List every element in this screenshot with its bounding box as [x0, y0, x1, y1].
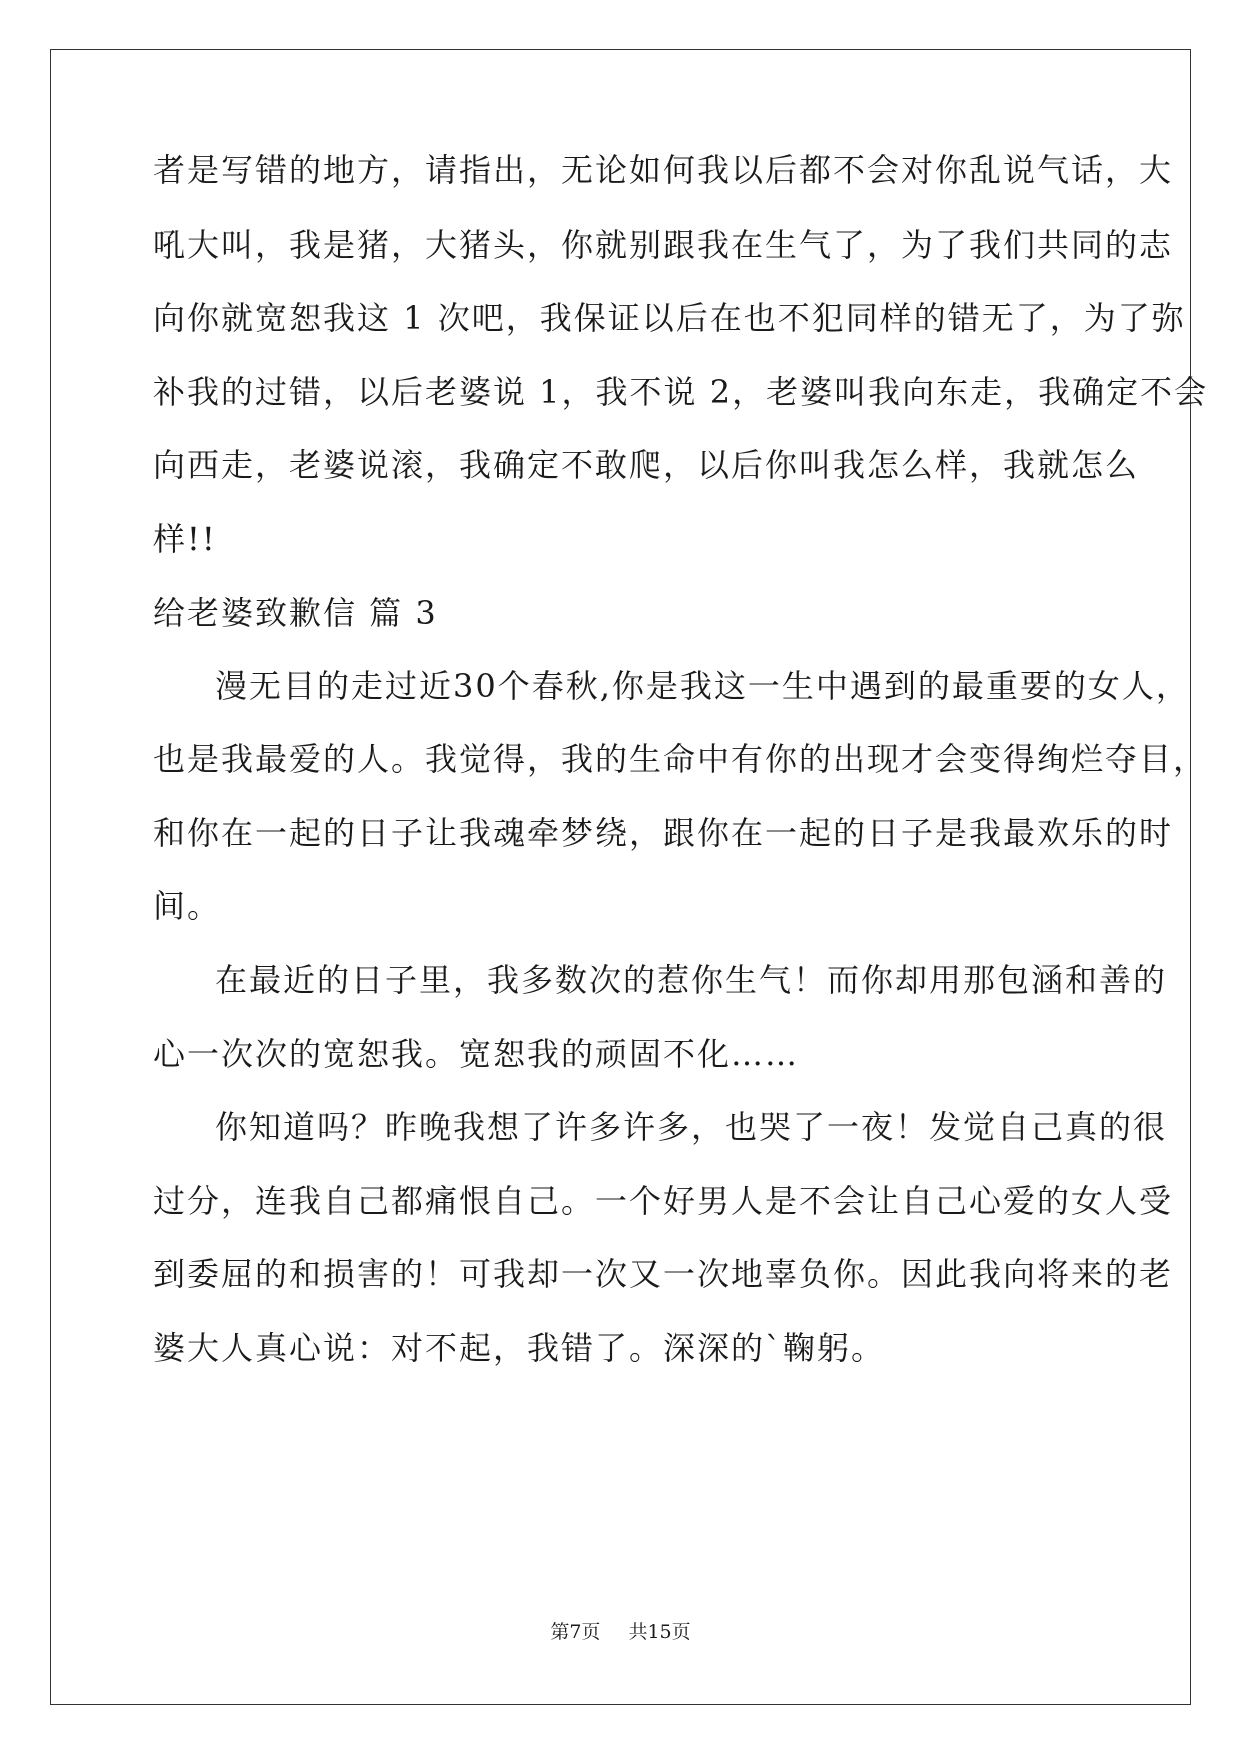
- section-heading: 给老婆致歉信 篇 3: [153, 594, 438, 632]
- paragraph-line: 婆大人真心说：对不起，我错了。深深的`鞠躬。: [153, 1329, 886, 1367]
- paragraph-line: 心一次次的宽恕我。宽恕我的顽固不化……: [153, 1035, 800, 1073]
- page-number-current: 第7页: [550, 1621, 601, 1643]
- paragraph-line: 也是我最爱的人。我觉得，我的生命中有你的出现才会变得绚烂夺目，: [153, 740, 1208, 778]
- paragraph-line: 到委屈的和损害的！可我却一次又一次地辜负你。因此我向将来的老: [153, 1255, 1174, 1293]
- paragraph-line: 在最近的日子里，我多数次的惹你生气！而你却用那包涵和善的: [215, 961, 1168, 999]
- page-number-total: 共15页: [628, 1621, 691, 1643]
- paragraph-line: 漫无目的走过近30个春秋,你是我这一生中遇到的最重要的女人，: [215, 667, 1190, 705]
- paragraph-line: 向你就宽恕我这 1 次吧，我保证以后在也不犯同样的错无了，为了弥: [153, 299, 1186, 337]
- paragraph-line: 向西走，老婆说滚，我确定不敢爬，以后你叫我怎么样，我就怎么: [153, 446, 1140, 484]
- paragraph-line: 你知道吗？昨晚我想了许多许多，也哭了一夜！发觉自己真的很: [215, 1108, 1168, 1146]
- paragraph-line: 吼大叫，我是猪，大猪头，你就别跟我在生气了，为了我们共同的志: [153, 226, 1174, 264]
- paragraph-line: 间。: [153, 887, 222, 925]
- paragraph-line: 和你在一起的日子让我魂牵梦绕，跟你在一起的日子是我最欢乐的时: [153, 814, 1174, 852]
- paragraph-line: 补我的过错，以后老婆说 1，我不说 2，老婆叫我向东走，我确定不会: [153, 373, 1209, 411]
- paragraph-line: 样!!: [153, 520, 217, 558]
- paragraph-line: 者是写错的地方，请指出，无论如何我以后都不会对你乱说气话，大: [153, 151, 1174, 189]
- paragraph-line: 过分，连我自己都痛恨自己。一个好男人是不会让自己心爱的女人受: [153, 1182, 1174, 1220]
- page-footer: [0, 1620, 1241, 1644]
